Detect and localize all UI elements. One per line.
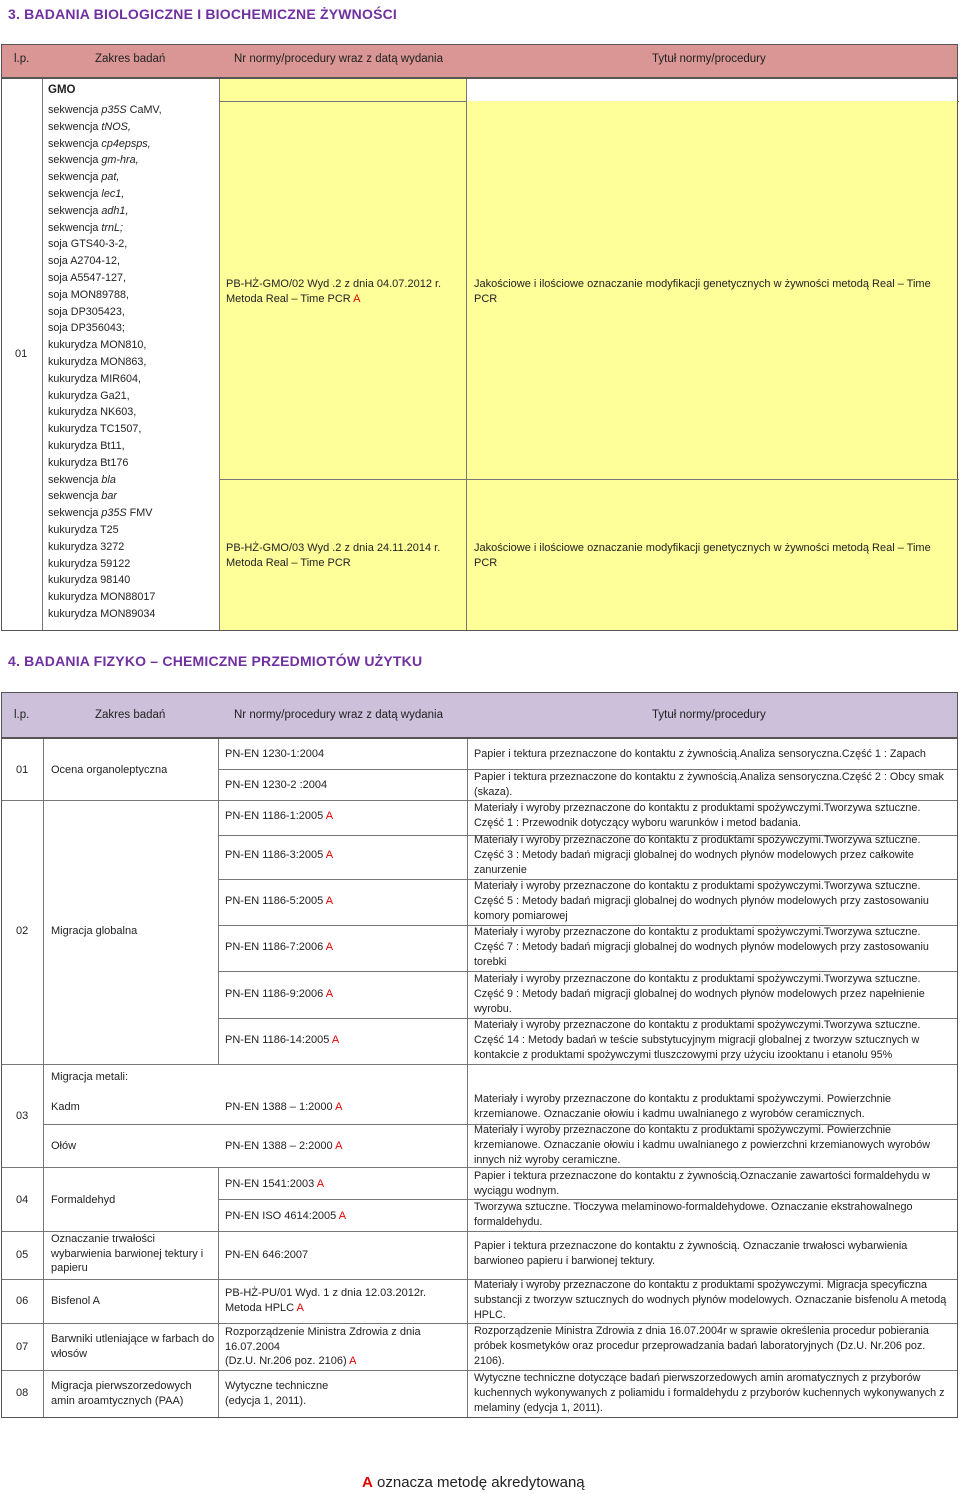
gmo-item: sekwencja cp4epsps, xyxy=(48,137,151,150)
gmo-lp: 01 xyxy=(15,348,28,360)
gmo-item: kukurydza 59122 xyxy=(48,557,131,570)
gmo-item: sekwencja tNOS, xyxy=(48,120,131,133)
title-1186-14: Materiały i wyroby przeznaczone do kontaktu z produktami spożywczymi.Tworzywa sztuczne. Część 14 : Metody badań w teście substytucyjnym migracji globalnej z tworzyw sztucznych w kontakcie z produktami spożywczymi tluszczowymi przy użyciu izooktanu i etanolu 95% xyxy=(474,1019,921,1061)
gmo-item: kukurydza MON810, xyxy=(48,339,147,352)
norm-1388-1: PN-EN 1388 – 1:2000 A xyxy=(225,1101,343,1113)
header2-lp: l.p. xyxy=(14,709,30,721)
title-rozporzadzenie: Rozporządzenie Ministra Zdrowia z dnia 16.07.2004r w sprawie określenia procedur pobierania próbek kosmetyków oraz procedur przeprowadzania badań laboratoryjnych (Dz.U. Nr.206 poz. 2106). xyxy=(474,1325,929,1367)
zakres-01: Ocena organoleptyczna xyxy=(51,764,168,776)
gmo-item: soja MON89788, xyxy=(48,288,130,301)
norm-pb-hz-pu: PB-HŻ-PU/01 Wyd. 1 z dnia 12.03.2012r. Metoda HPLC A xyxy=(225,1287,427,1314)
header-lp: l.p. xyxy=(14,53,30,65)
gmo-item: soja A2704-12, xyxy=(48,255,121,268)
row-lp-06: 06 xyxy=(16,1295,29,1307)
norm-rozporzadzenie: Rozporządzenie Ministra Zdrowia z dnia 16.07.2004 (Dz.U. Nr.206 poz. 2106) A xyxy=(225,1326,421,1367)
gmo-zakres-cell xyxy=(43,79,219,630)
gmo-item: soja GTS40-3-2, xyxy=(48,238,128,251)
gmo-item: kukurydza Bt176 xyxy=(48,456,129,469)
gmo-item: kukurydza MIR604, xyxy=(48,372,142,385)
title-1388-1: Materiały i wyroby przeznaczone do kontaktu z produktami spożywczymi. Powierzchnie krzemianowe. Oznaczanie ołowiu i kadmu uwalnianego z wyrobów ceramicznych. xyxy=(474,1093,892,1120)
gmo-item: sekwencja p35S FMV xyxy=(48,507,153,520)
title-1388-2: Materiały i wyroby przeznaczone do kontaktu z produktami spożywczymi. Powierzchnie krzemianowe. Oznaczanie ołowiu i kadmu uwalnianego z powierzchni krzemianowych wyrobów innych niż wyroby ceramiczne. xyxy=(474,1124,931,1166)
row-lp-03: 03 xyxy=(16,1110,29,1122)
header2-tytul: Tytuł normy/procedury xyxy=(652,709,766,721)
title-iso-4614: Tworzywa sztuczne. Tłoczywa melaminowo-formaldehydowe. Oznaczanie ekstrahowalnego formaldehydu. xyxy=(474,1201,913,1228)
title-1186-9: Materiały i wyroby przeznaczone do kontaktu z produktami spożywczymi.Tworzywa sztuczne. Część 9 : Metody badań migracji globalnej do wodnych płynów modelowych przez napełnienie wyrobu. xyxy=(474,973,925,1015)
gmo-item: kukurydza MON89034 xyxy=(48,607,156,620)
gmo-item: kukurydza 3272 xyxy=(48,540,125,553)
norm-1388-2: PN-EN 1388 – 2:2000 A xyxy=(225,1140,343,1152)
title-1230-2: Papier i tektura przeznaczone do kontaktu z żywnością.Analiza sensoryczna.Część 2 : Obcy smak (skaza). xyxy=(474,771,944,798)
norm-1230-2: PN-EN 1230-2 :2004 xyxy=(225,779,328,791)
gmo-title2: Jakościowe i ilościowe oznaczanie modyfikacji genetycznych w żywności metodą Real – Time PCR xyxy=(474,542,931,569)
gmo-item: sekwencja trnL; xyxy=(48,221,124,234)
section-4-title: 4. BADANIA FIZYKO – CHEMICZNE PRZEDMIOTÓW UŻYTKU xyxy=(8,653,423,669)
gmo-item: kukurydza TC1507, xyxy=(48,423,142,436)
gmo-item: sekwencja pat, xyxy=(48,171,120,184)
norm-1186-14: PN-EN 1186-14:2005 A xyxy=(225,1034,340,1046)
gmo-heading: GMO xyxy=(48,84,76,96)
title-1186-5: Materiały i wyroby przeznaczone do kontaktu z produktami spożywczymi.Tworzywa sztuczne. Część 5 : Metody badań migracji globalnej do wodnych płynów modelowych przy zastosowaniu komory pomiarowej xyxy=(474,880,929,922)
gmo-item: kukurydza 98140 xyxy=(48,574,131,587)
gmo-item: kukurydza MON863, xyxy=(48,355,147,368)
header2-norma: Nr normy/procedury wraz z datą wydania xyxy=(234,709,443,721)
gmo-norm2: PB-HŻ-GMO/03 Wyd .2 z dnia 24.11.2014 r. Metoda Real – Time PCR xyxy=(226,542,441,569)
gmo-table xyxy=(1,78,958,631)
zakres-05: Oznaczanie trwałości wybarwienia barwionej tektury i papieru xyxy=(51,1233,204,1274)
table1-header xyxy=(1,44,958,78)
norm-1186-1: PN-EN 1186-1:2005 A xyxy=(225,810,334,822)
gmo-item: kukurydza NK603, xyxy=(48,406,137,419)
row-lp-08: 08 xyxy=(16,1387,29,1399)
legend-text: oznacza metodę akredytowaną xyxy=(372,1474,585,1491)
gmo-item: kukurydza Ga21, xyxy=(48,389,130,402)
accreditation-mark: A xyxy=(353,292,361,305)
norm-1186-9: PN-EN 1186-9:2006 A xyxy=(225,988,334,1000)
norm-1186-5: PN-EN 1186-5:2005 A xyxy=(225,895,334,907)
zakres-06: Bisfenol A xyxy=(51,1295,100,1307)
gmo-lp-cell xyxy=(2,79,43,630)
title-1186-3: Materiały i wyroby przeznaczone do kontaktu z produktami spożywczymi.Tworzywa sztuczne. Część 3 : Metody badań migracji globalnej do wodnych płynów modelowych przez całkowite zanurzenie xyxy=(474,834,921,876)
gmo-item: kukurydza MON88017 xyxy=(48,591,156,604)
title-1541: Papier i tektura przeznaczone do kontaktu z żywnością.Oznaczanie zawartości formaldehydu w wyciągu wodnym. xyxy=(474,1170,931,1197)
norm-1230-1: PN-EN 1230-1:2004 xyxy=(225,748,325,760)
title-wytyczne: Wytyczne techniczne dotyczące badań pierwszorzedowych amin aromatycznych z przyborów kuchennych wykonywanych z poliamidu i formaldehydu z przyborów kuchennych wykonywanych z melaminy (edycja 1, 2011). xyxy=(474,1372,945,1414)
row-lp-07: 07 xyxy=(16,1341,29,1353)
gmo-item: kukurydza Bt11, xyxy=(48,439,125,452)
title-646: Papier i tektura przeznaczone do kontaktu z żywnością. Oznaczanie trwałosci wybarwienia barwioneo papieru i barwionej tektury. xyxy=(474,1240,908,1267)
gmo-item: sekwencja adh1, xyxy=(48,204,129,217)
gmo-norm1: PB-HŻ-GMO/02 Wyd .2 z dnia 04.07.2012 r. Metoda Real – Time PCR A xyxy=(226,278,442,305)
gmo-title1: Jakościowe i ilościowe oznaczanie modyfikacji genetycznych w żywności metodą Real – Time PCR xyxy=(474,278,931,305)
header-norma: Nr normy/procedury wraz z datą wydania xyxy=(234,53,443,65)
gmo-item: soja DP356043; xyxy=(48,322,125,335)
gmo-item: sekwencja gm-hra, xyxy=(48,154,139,167)
zakres-07: Barwniki utleniające w farbach do włosów xyxy=(51,1333,215,1360)
zakres-08: Migracja pierwszorzedowych amin aroamtycznych (PAA) xyxy=(51,1380,192,1407)
gmo-item: sekwencja bla xyxy=(48,473,116,486)
zakres-03-olow: Ołów xyxy=(51,1140,77,1152)
gmo-item: sekwencja p35S CaMV, xyxy=(48,104,162,116)
norm-1541: PN-EN 1541:2003 A xyxy=(225,1178,325,1190)
norm-1186-3: PN-EN 1186-3:2005 A xyxy=(225,849,334,861)
title-1230-1: Papier i tektura przeznaczone do kontaktu z żywnością.Analiza sensoryczna.Część 1 : Zapach xyxy=(474,748,926,760)
norm-1186-7: PN-EN 1186-7:2006 A xyxy=(225,941,334,953)
gmo-sequence-list xyxy=(48,102,162,623)
row-lp-04: 04 xyxy=(16,1194,29,1206)
table2-header xyxy=(1,692,958,738)
zakres-04: Formaldehyd xyxy=(51,1194,116,1206)
gmo-item: kukurydza T25 xyxy=(48,523,119,536)
title-1186-7: Materiały i wyroby przeznaczone do kontaktu z produktami spożywczymi.Tworzywa sztuczne. Część 7 : Metody badań migracji globalnej do wodnych płynów modelowych przy zastosowaniu torebki xyxy=(474,926,929,968)
gmo-item: sekwencja bar xyxy=(48,490,118,503)
row-lp-01: 01 xyxy=(16,764,29,776)
zakres-03-kadm: Kadm xyxy=(51,1101,80,1113)
norm-wytyczne: Wytyczne techniczne (edycja 1, 2011). xyxy=(225,1380,329,1407)
zakres-02: Migracja globalna xyxy=(51,925,138,937)
table2 xyxy=(1,738,958,1418)
header2-zakres: Zakres badań xyxy=(95,709,166,721)
row-lp-02: 02 xyxy=(16,925,29,937)
header-zakres: Zakres badań xyxy=(95,53,166,65)
norm-646: PN-EN 646:2007 xyxy=(225,1249,309,1261)
row-lp-05: 05 xyxy=(16,1249,29,1261)
gmo-item: soja DP305423, xyxy=(48,305,125,318)
title-1186-1: Materiały i wyroby przeznaczone do kontaktu z produktami spożywczymi.Tworzywa sztuczne. Część 1 : Przewodnik dotyczący wyboru warunków i metod badania. xyxy=(474,802,921,829)
header-tytul: Tytuł normy/procedury xyxy=(652,53,766,65)
zakres-03-head: Migracja metali: xyxy=(51,1071,129,1083)
gmo-item: soja A5547-127, xyxy=(48,271,127,284)
gmo-item: sekwencja lec1, xyxy=(48,187,125,200)
norm-iso-4614: PN-EN ISO 4614:2005 A xyxy=(225,1210,347,1222)
legend-mark: A xyxy=(362,1474,373,1491)
accreditation-legend xyxy=(362,1474,585,1491)
title-bisfenol: Materiały i wyroby przeznaczone do kontaktu z produktami spożywczymi. Migracja specyficzna substancji z tworzyw sztucznych do wodnych płynów modelowych. Oznaczanie bisfenolu A metodą HPLC. xyxy=(474,1279,947,1321)
section-3-title: 3. BADANIA BIOLOGICZNE I BIOCHEMICZNE ŻYWNOŚCI xyxy=(8,6,398,22)
